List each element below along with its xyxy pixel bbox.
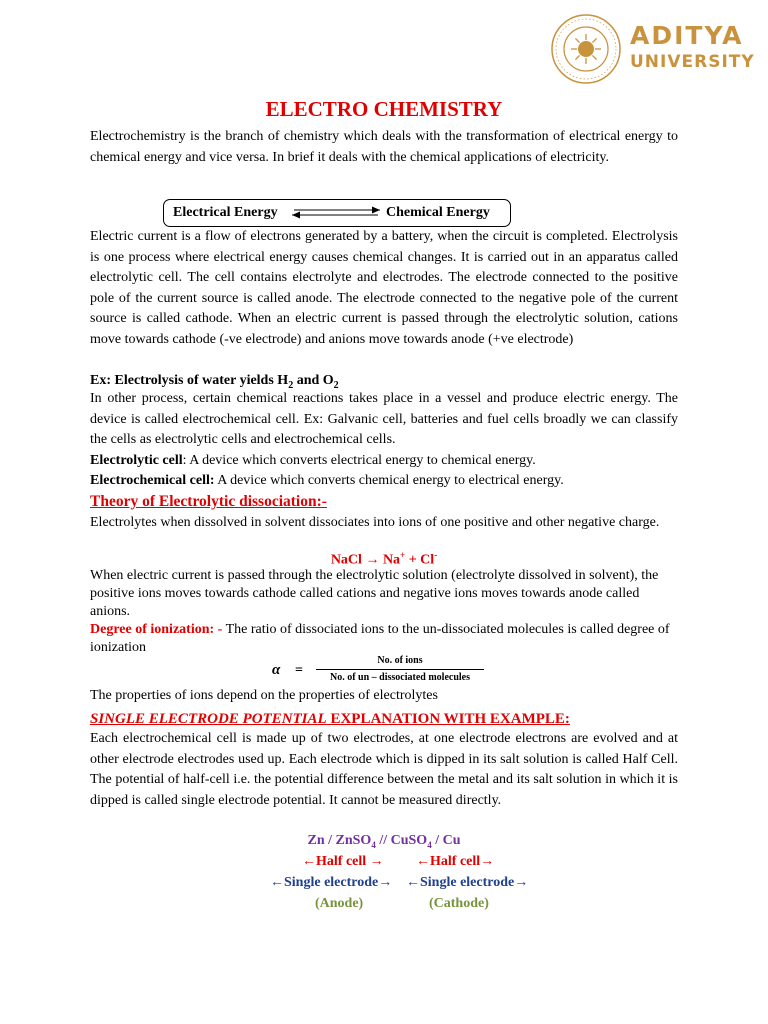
electrochemical-cell-definition: Electrochemical cell: A device which converts chemical energy to electrical energy. [90, 473, 564, 488]
formula-denominator: No. of un – dissociated molecules [330, 672, 470, 683]
chemical-energy-label: Chemical Energy [386, 205, 490, 220]
single-electrode-heading: SINGLE ELECTRODE POTENTIAL EXPLANATION WITH EXAMPLE: [90, 711, 570, 727]
example-line: Ex: Electrolysis of water yields $H_2$ and $O_2$ [90, 373, 339, 391]
sun-emblem-icon [548, 6, 628, 92]
electric-current-paragraph: Electric current is a flow of electrons generated by a battery, when the circuit is completed. Electrolysis is one process where electrical energy causes chemical changes. It is carried out in an apparatus called electrolytic cell. The cell contains electrolyte and electrodes. The electrode connected to the positive pole of the current source is called anode. The electrode connected to the negative pole of the current source is called cathode. When an electric current is passed through the electrolytic solution, cations move towards cathode (-ve electrode) and anions move towards anode (+ve electrode) [90, 229, 678, 347]
double-arrow-icon [288, 204, 384, 222]
single-electrode-cathode: ←Single electrode→ [406, 875, 529, 890]
formula-numerator: No. of ions [316, 655, 484, 670]
energy-conversion-box [163, 199, 511, 227]
university-logo [548, 6, 760, 92]
cell-notation: Zn / ZnSO$_4$ // CuSO$_4$ / Cu [307, 833, 461, 850]
theory-paragraph: Electrolytes when dissolved in solvent dissociates into ions of one positive and other negative charge. [90, 515, 660, 530]
logo-name: ADITYA [630, 21, 744, 50]
electrochemical-paragraph: In other process, certain chemical reactions takes place in a vessel and produce electric energy. The device is called electrochemical cell. Ex: Galvanic cell, batteries and fuel cells broadly we can classify the cells as electrolytic cells and electrochemical cells. [90, 391, 678, 448]
nacl-equation: NaCl → Na+ + Cl- [330, 550, 438, 568]
half-cell-anode: ←Half cell → [302, 854, 384, 869]
degree-of-ionization: Degree of ionization: - The ratio of dissociated ions to the un-dissociated molecules is called degree of ionization [90, 622, 670, 655]
half-cell-cathode: ←Half cell→ [416, 854, 495, 869]
alpha-symbol: α [272, 662, 281, 678]
properties-line: The properties of ions depend on the properties of electrolytes [90, 688, 438, 703]
ion-movement-paragraph: When electric current is passed through the electrolytic solution (electrolyte dissolved in solvent), the positive ions moves towards cathode called cations and negative ions moves towards anode called anions. [90, 568, 659, 619]
theory-heading: Theory of Electrolytic dissociation:- [90, 493, 327, 510]
equals-sign: = [295, 663, 303, 678]
electrical-energy-label: Electrical Energy [173, 205, 278, 220]
electrolytic-cell-definition: Electrolytic cell: A device which converts electrical energy to chemical energy. [90, 453, 536, 468]
anode-label: (Anode) [315, 896, 364, 911]
page-title: ELECTRO CHEMISTRY [265, 97, 503, 121]
single-electrode-anode: ←Single electrode→ [270, 875, 393, 890]
intro-paragraph: Electrochemistry is the branch of chemistry which deals with the transformation of electrical energy to chemical energy and vice versa. In brief it deals with the chemical applications of electricity. [90, 129, 678, 165]
logo-subtitle: UNIVERSITY [630, 52, 755, 72]
cathode-label: (Cathode) [429, 896, 489, 911]
single-electrode-paragraph: Each electrochemical cell is made up of two electrodes, at one electrode electrons are evolved and at other electrode electrodes used up. Each electrode which is dipped in its salt solution is called Half Cell. The potential of half-cell i.e. the potential difference between the metal and its salt solution in which it is dipped is called single electrode potential. It cannot be measured directly. [90, 731, 678, 808]
